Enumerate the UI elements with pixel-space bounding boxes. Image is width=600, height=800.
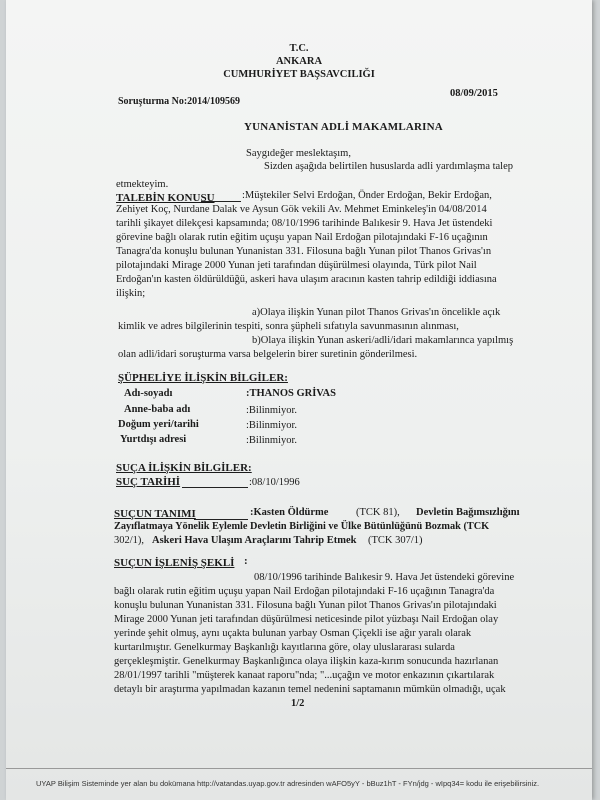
crime-def-3b: Askeri Hava Ulaşım Araçlarını Tahrip Etmek xyxy=(152,535,357,546)
crime-def-1a: :Kasten Öldürme xyxy=(250,507,329,518)
request-label-underline xyxy=(201,201,241,202)
request-item-a: a)Olaya ilişkin Yunan pilot Thanos Grivas'ın öncelikle açık xyxy=(252,307,501,318)
crime-heading: SUÇA İLİŞKİN BİLGİLER: xyxy=(116,462,252,474)
crime-how-line: yerinde şehit olmuş, aynı uçakta bulunan yarbay Osman Çiçekli ise ağır yaralı olarak xyxy=(114,628,472,639)
crime-date-underline xyxy=(182,487,248,488)
crime-how-line: detaylı bir araştırma yapılmadan kazanın temel nedenini saptamanın mümkün olmadığı, uçak xyxy=(114,684,506,695)
crime-def-label: SUÇUN TANIMI xyxy=(114,508,196,520)
crime-date-label: SUÇ TARİHİ xyxy=(116,476,181,488)
suspect-birth-label: Doğum yeri/tarihi xyxy=(118,419,199,430)
header-city: ANKARA xyxy=(275,56,323,67)
request-item-b-cont: olan adli/idari soruşturma varsa belgelerin birer suretinin gönderilmesi. xyxy=(118,349,418,360)
footer xyxy=(6,776,592,800)
crime-how-label: SUÇUN İŞLENİŞ ŞEKLİ xyxy=(114,557,235,569)
intro-line-2: etmekteyim. xyxy=(116,179,169,190)
crime-def-1c: Devletin Bağımsızlığını xyxy=(416,507,520,518)
crime-how-line: gerçekleşmiştir. Genelkurmay Başkanlığınca olaya ilişkin kaza-kırım sonucunda hazırlanan xyxy=(114,656,499,667)
crime-how-line: Mirage 2000 Yunan jeti tarafından düşürülmesi neticesinde pilot yüzbaşı Nail Erdoğan olay xyxy=(114,614,499,625)
salutation: Saygıdeğer meslektaşım, xyxy=(246,148,351,159)
header-office: CUMHURİYET BAŞSAVCILIĞI xyxy=(223,69,375,80)
crime-how-line: 08/10/1996 tarihinde Balıkesir 9. Hava Jet üstendeki görevine xyxy=(254,572,515,583)
suspect-address-value: :Bilinmiyor. xyxy=(246,435,298,446)
intro-line-1: Sizden aşağıda belirtilen hususlarda adli yardımlaşma talep xyxy=(264,161,514,172)
request-item-a-cont: kimlik ve adres bilgilerinin tespiti, sonra şüpheli sıfatıyla savunmasının alınması, xyxy=(118,321,459,332)
request-line: Tanagra'da konuşlu bulunan Yunanistan 331. Filosuna bağlı Yunan pilot Thanos Grivas'ın xyxy=(116,246,492,257)
crime-how-line: kurtarılmıştır. Genelkurmay Başkanlığı kayıtlarına göre, olay uluslararası sularda xyxy=(114,642,455,653)
suspect-address-label: Yurtdışı adresi xyxy=(120,434,187,445)
crime-def-1b: (TCK 81), xyxy=(356,507,400,518)
request-item-b: b)Olaya ilişkin Yunan askeri/adli/idari makamlarınca yapılmış xyxy=(252,335,514,346)
crime-how-colon: : xyxy=(244,555,248,567)
header-tc: T.C. xyxy=(289,43,309,54)
crime-date-value: :08/10/1996 xyxy=(249,477,300,488)
suspect-birth-value: :Bilinmiyor. xyxy=(246,420,298,431)
request-line: Zehiyet Koç, Nurdane Dalak ve Aysun Gök vekili Av. Mehmet Eminkeleş'in 04/08/2014 xyxy=(116,204,487,215)
footer-divider xyxy=(6,768,592,769)
document-date: 08/09/2015 xyxy=(450,88,498,99)
crime-how-line: 28/01/1997 tarihli "müşterek kanaat raporu"nda; "...uçağın ve motor enkazının çıkartılarak xyxy=(114,670,495,681)
suspect-name-value: :THANOS GRİVAS xyxy=(246,388,336,399)
recipient-title: YUNANİSTAN ADLİ MAKAMLARINA xyxy=(244,121,443,133)
crime-def-2: Zayıflatmaya Yönelik Eylemle Devletin Birliğini ve Ülke Bütünlüğünü Bozmak (TCK xyxy=(114,521,490,532)
suspect-parents-value: :Bilinmiyor. xyxy=(246,405,298,416)
crime-how-line: bağlı olarak rutin eğitim uçuşu yapan Nail Erdoğan pilotajındaki F-16 uçağının Tanagra'da xyxy=(114,586,495,597)
crime-how-line: konuşlu bulunan Yunanistan 331. Filosuna bağlı Yunan pilot Thanos Grivas'ın pilotajındaki xyxy=(114,600,497,611)
crime-def-3c: (TCK 307/1) xyxy=(368,535,423,546)
request-line: :Müştekiler Selvi Erdoğan, Önder Erdoğan, Bekir Erdoğan, xyxy=(242,190,492,201)
suspect-heading: ŞÜPHELİYE İLİŞKİN BİLGİLER: xyxy=(118,372,288,384)
request-line: Erdoğan'ın kasten öldürüldüğü, askeri hava ulaşım aracının kasten tahrip edildiği iddiasına xyxy=(116,274,497,285)
page-number: 1/2 xyxy=(291,698,305,709)
footer-verification-text: UYAP Bilişim Sisteminde yer alan bu dokümana http://vatandas.uyap.gov.tr adresinden wAFO5yY - bBuz1hT - FYn/jdg - wIpq34= kodu ile erişebilirsiniz. xyxy=(36,779,540,788)
crime-def-3a: 302/1), xyxy=(114,535,145,546)
suspect-parents-label: Anne-baba adı xyxy=(124,404,191,415)
request-line: görevine bağlı olarak rutin eğitim uçuşu yapan Nail Erdoğan pilotajındaki F-16 uçağının xyxy=(116,232,488,243)
suspect-name-label: Adı-soyadı xyxy=(124,388,173,399)
request-line: tarihli şikayet dilekçesi kapsamında; 08/10/1996 tarihinde Balıkesir 9. Hava Jet üstendeki xyxy=(116,218,493,229)
document-page xyxy=(6,0,592,800)
request-line: pilotajındaki Mirage 2000 Yunan jeti tarafından düşürülmesi olayında, Türk pilot Nail xyxy=(116,260,477,271)
investigation-number: Soruşturma No:2014/109569 xyxy=(118,96,240,107)
request-line: ilişkin; xyxy=(116,288,146,299)
request-label: TALEBİN KONUSU xyxy=(116,192,215,204)
